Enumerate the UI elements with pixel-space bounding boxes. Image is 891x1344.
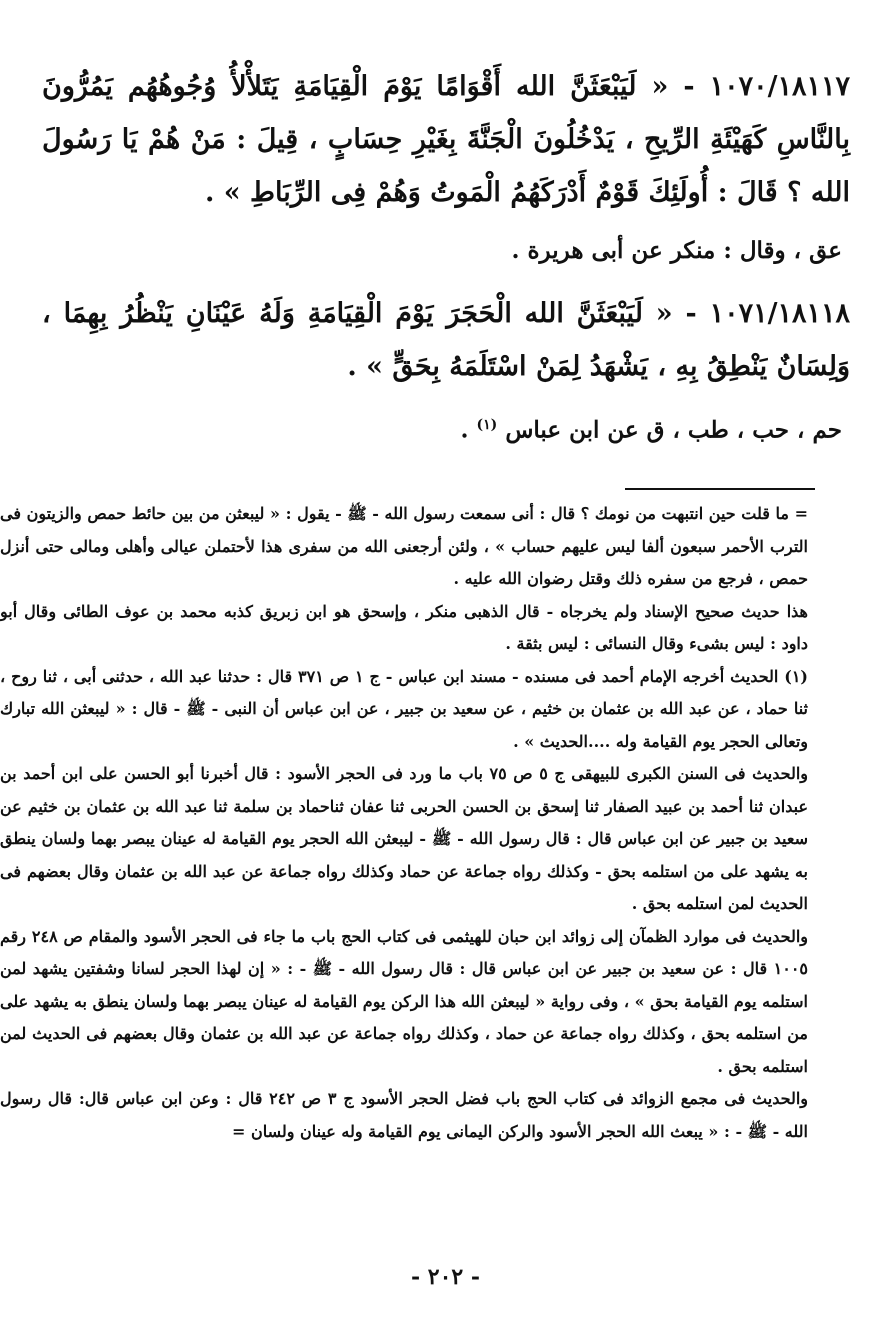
hadith-text: « لَيَبْعَثَنَّ الله الْحَجَرَ يَوْمَ الْقِيَامَةِ وَلَهُ عَيْنَانِ يَنْظُرُ بِهِمَا ، وَلِسَانٌ يَنْطِقُ بِهِ ، يَشْهَدُ لِمَنْ اسْتَلَمَهُ بِحَقٍّ » . bbox=[42, 298, 850, 382]
footnote-paragraph: = ما قلت حين انتبهت من نومك ؟ قال : أنى سمعت رسول الله - ﷺ - يقول : « ليبعثن من بين حائط حمص والزيتون فى الترب الأحمر سبعون ألفا ليس عليهم حساب » ، ولئن أرجعنى الله من سفرى هذا لأحتملن عيالى وأهلى ومالى حتى أنزل حمص ، فرجع من سفره ذلك وقتل رضوان الله عليه . bbox=[0, 504, 808, 588]
hadith-1070 bbox=[42, 60, 850, 219]
hadith-text: « لَيَبْعَثَنَّ الله أَقْوَامًا يَوْمَ الْقِيَامَةِ يَتَلأْلأُ وُجُوهُهُم يَمُرُّونَ بِالنَّاسِ كَهَيْئَةِ الرِّيحِ ، يَدْخُلُونَ الْجَنَّةَ بِغَيْرِ حِسَابٍ ، قِيلَ : مَنْ هُمْ يَا رَسُولَ الله ؟ قَالَ : أُولَئِكَ قَوْمٌ أَدْرَكَهُمُ الْمَوتُ وَهُمْ فِى الرِّبَاطِ » . bbox=[42, 71, 850, 208]
hadith-1071 bbox=[42, 287, 850, 393]
hadith-number: ١٠٧٠/١٨١١٧ bbox=[709, 71, 850, 102]
main-text bbox=[42, 60, 850, 467]
hadith-number: ١٠٧١/١٨١١٨ bbox=[709, 298, 851, 329]
period: . bbox=[460, 416, 469, 444]
footnote-divider bbox=[625, 488, 815, 490]
page-number: - ٢٠٢ - bbox=[410, 1264, 481, 1290]
footnote-ref: (١) bbox=[476, 417, 498, 433]
footnote-paragraph: هذا حديث صحيح الإسناد ولم يخرجاه - قال الذهبى منكر ، وإسحق هو ابن زبريق كذبه محمد بن عوف الطائى وقال أبو داود : ليس بشىء وقال النسائى : ليس بثقة . bbox=[0, 601, 808, 653]
hadith-source: عق ، وقال : منكر عن أبى هريرة . bbox=[511, 237, 842, 264]
footnote-paragraph: والحديث فى مجمع الزوائد فى كتاب الحج باب فضل الحجر الأسود ج ٣ ص ٢٤٢ قال : وعن ابن عباس قال: قال رسول الله - ﷺ - : « يبعث الله الحجر الأسود والركن اليمانى يوم القيامة وله عينان ولسان = bbox=[0, 1089, 808, 1141]
footnote-paragraph: والحديث فى السنن الكبرى للبيهقى ج ٥ ص ٧٥ باب ما ورد فى الحجر الأسود : قال أخبرنا أبو الحسن على ابن أحمد بن عبدان ثنا أحمد بن عبيد الصفار ثنا إسحق بن الحسن الحربى ثنا عفان ثناحماد بن سلمة ثنا عبد الله بن عثمان بن خثيم عن سعيد بن جبير عن ابن عباس قال : قال رسول الله - ﷺ - ليبعثن الله الحجر يوم القيامة له عينان يبصر بهما ولسان ينطق به يشهد على من استلمه بحق - وكذلك رواه جماعة عن حماد وكذلك رواه جماعة عن عبد الله بن عثمان وقال بعضهم فى الحديث لمن استلمه بحق . bbox=[0, 764, 809, 913]
dash: - bbox=[672, 298, 697, 329]
footnote-paragraph: والحديث فى موارد الظمآن إلى زوائد ابن حبان للهيثمى فى كتاب الحج باب ما جاء فى الحجر الأسود والمقام ص ٢٤٨ رقم ١٠٠٥ قال : عن سعيد بن جبير عن ابن عباس قال : قال رسول الله - ﷺ - : « إن لهذا الحجر لسانا وشفتين يشهد لمن استلمه يوم القيامة بحق » ، وفى رواية « ليبعثن الله هذا الركن يوم القيامة له عينان يبصر بهما ولسان ينطق به يشهد على من استلمه بحق ، وكذلك رواه جماعة عن حماد ، وكذلك رواه جماعة عن عبد الله بن عثمان وقال بعضهم فى الحديث لمن استلمه بحق . bbox=[0, 926, 808, 1076]
source-text: حم ، حب ، طب ، ق عن ابن عباس bbox=[505, 416, 842, 444]
footnote-paragraph: (١) الحديث أخرجه الإمام أحمد فى مسنده - مسند ابن عباس - ج ١ ص ٣٧١ قال : حدثنا عبد الله ، حدثنى أبى ، ثنا روح ، ثنا حماد ، عن عبد الله بن عثمان بن خثيم ، عن سعيد بن جبير ، عن ابن عباس أن النبى - ﷺ - قال : « ليبعثن الله تبارك وتعالى الحجر يوم القيامة وله ....الحديث » . bbox=[0, 666, 808, 751]
footnotes bbox=[0, 498, 808, 1148]
dash: - bbox=[668, 71, 695, 102]
hadith-source bbox=[42, 405, 850, 451]
